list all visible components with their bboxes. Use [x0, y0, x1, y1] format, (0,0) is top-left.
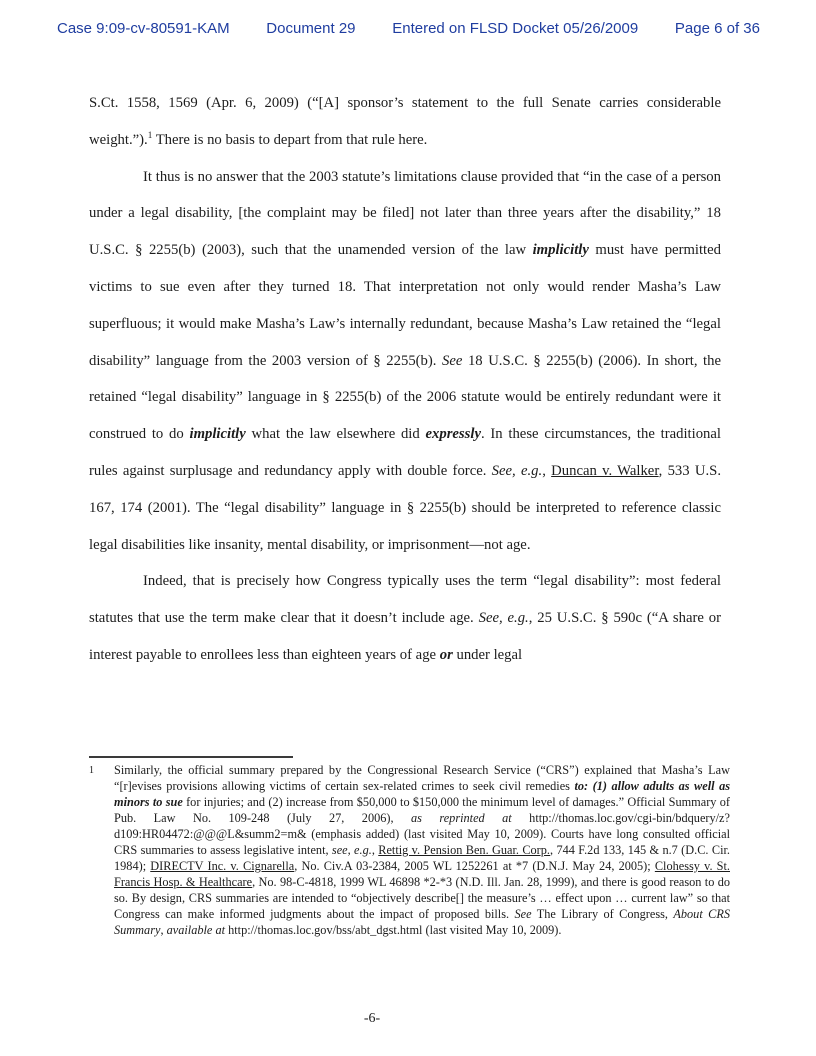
page-number: -6- — [363, 1011, 381, 1026]
document-body — [89, 85, 721, 674]
case-header — [57, 20, 760, 37]
footnote — [89, 762, 730, 938]
footnote-marker — [89, 762, 114, 938]
body-paragraph: It thus is no answer that the 2003 statute’s limitations clause provided that “in the case of a person under a legal disability, [the complaint may be filed] not later than three years after the disability,” 18 U.S.C. § 2255(b) (2003), such that the unamended version of the law implicitly must have permitted victims to sue even after they turned 18. That interpretation not only would render Masha’s Law superfluous; it would make Masha’s Law’s internally redundant, because Masha’s Law retained the “legal disability” language from the 2003 version of § 2255(b). See 18 U.S.C. § 2255(b) (2006). In short, the retained “legal disability” language in § 2255(b) of the 2006 statute would be entirely redundant were it construed to do implicitly what the law elsewhere did expressly. In these circumstances, the traditional rules against surplusage and redundancy apply with double force. See, e.g., Duncan v. Walker, 533 U.S. 167, 174 (2001). The “legal disability” language in § 2255(b) should be interpreted to reference classic legal disabilities like insanity, mental disability, or imprisonment—not age. — [89, 168, 721, 553]
footnote-separator — [89, 756, 293, 758]
body-paragraph: S.Ct. 1558, 1569 (Apr. 6, 2009) (“[A] sponsor’s statement to the full Senate carries considerable weight.”).$^1$ There is no basis to depart from that rule here. — [89, 95, 721, 148]
body-paragraph: Indeed, that is precisely how Congress typically uses the term “legal disability”: most federal statutes that use the term make clear that it doesn’t include age. See, e.g., 25 U.S.C. § 590c (“A share or interest payable to enrollees less than eighteen years of age or under legal — [89, 573, 721, 663]
footnote-text: Similarly, the official summary prepared by the Congressional Research Service (“CRS”) explained that Masha’s Law “[r]evises provisions allowing victims of certain sex-related crimes to seek civil remedies to: (1) allow adults as well as minors to sue for injuries; and (2) increase from $50,000 to $150,000 the minimum level of damages.” Official Summary of Pub. Law No. 109-248 (July 27, 2006), as reprinted at http://thomas.loc.gov/cgi-bin/bdquery/z?d109:HR04472:@@@L&summ2=m& (emphasis added) (last visited May 10, 2009). Courts have long consulted official CRS summaries to assess legislative intent, see, e.g., Rettig v. Pension Ben. Guar. Corp., 744 F.2d 133, 145 & n.7 (D.C. Cir. 1984); DIRECTV Inc. v. Cignarella, No. Civ.A 03-2384, 2005 WL 1252261 at *7 (D.N.J. May 24, 2005); Clohessy v. St. Francis Hosp. & Healthcare, No. 98-C-4818, 1999 WL 46898 *2-*3 (N.D. Ill. Jan. 28, 1999), and there is good reason to do so. By design, CRS summaries are intended to “objectively describe[] the measure’s … effect upon … current law” so that Congress can make informed judgments about the impact of proposed bills. See The Library of Congress, About CRS Summary, available at http://thomas.loc.gov/bss/abt_dgst.html (last visited May 10, 2009). — [114, 763, 731, 937]
footnote-number: 1 — [89, 765, 94, 776]
header-page-indicator: Page 6 of 36 — [674, 20, 760, 37]
header-docket-entry: Entered on FLSD Docket 05/26/2009 — [392, 20, 639, 37]
header-case-number: Case 9:09-cv-80591-KAM — [57, 20, 230, 37]
header-document-number: Document 29 — [266, 20, 356, 37]
